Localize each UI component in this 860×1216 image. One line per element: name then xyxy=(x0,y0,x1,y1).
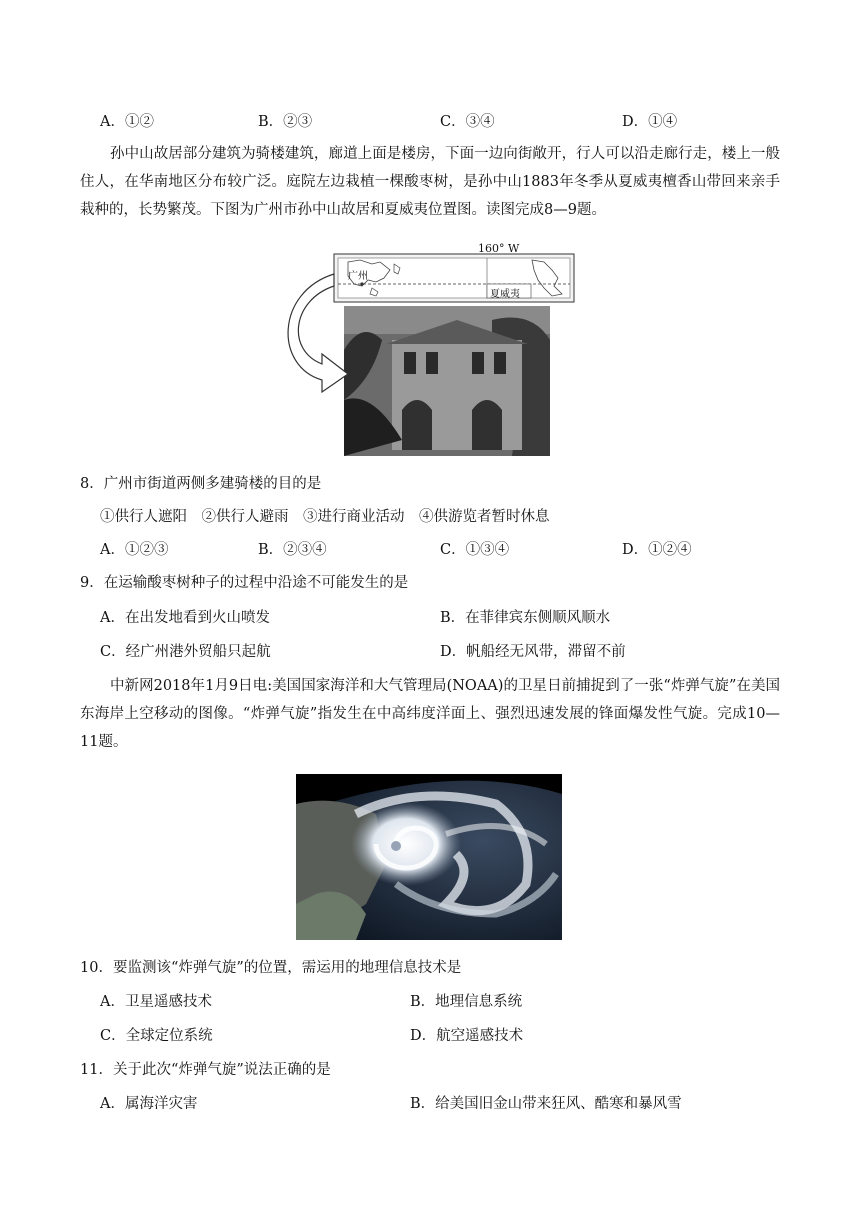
satellite-image xyxy=(296,774,562,940)
q10-stem: 10．要监测该“炸弹气旋”的位置，需运用的地理信息技术是 xyxy=(80,960,462,976)
satellite-cyclone-image xyxy=(296,774,562,940)
q11-option-a: A．属海洋灾害 xyxy=(100,1096,198,1112)
q9-option-c: C．经广州港外贸船只起航 xyxy=(100,644,271,660)
q8-option-b: B．②③④ xyxy=(258,542,327,558)
q9-option-a: A．在出发地看到火山喷发 xyxy=(100,610,270,626)
q11-option-b: B．给美国旧金山带来狂风、酷寒和暴风雪 xyxy=(410,1096,682,1112)
location-map-figure xyxy=(282,240,582,458)
map-label-guangzhou: 广州 xyxy=(348,271,368,282)
q10-option-b: B．地理信息系统 xyxy=(410,994,523,1010)
q7-option-a: A．①② xyxy=(100,114,154,130)
q9-option-d: D．帆船经无风带，滞留不前 xyxy=(440,644,626,660)
q8-items: ①供行人遮阳 ②供行人避雨 ③进行商业活动 ④供游览者暂时休息 xyxy=(100,509,550,525)
q7-option-c: C．③④ xyxy=(440,114,495,130)
q7-option-b: B．②③ xyxy=(258,114,313,130)
q8-option-d: D．①②④ xyxy=(622,542,692,558)
q8-option-c: C．①③④ xyxy=(440,542,510,558)
map-meridian-label: 160° W xyxy=(478,242,520,255)
q10-option-c: C．全球定位系统 xyxy=(100,1028,213,1044)
q9-option-b: B．在菲律宾东侧顺风顺水 xyxy=(440,610,611,626)
map-illustration xyxy=(282,240,582,458)
map-label-hawaii: 夏威夷 xyxy=(490,289,520,300)
q10-option-a: A．卫星遥感技术 xyxy=(100,994,212,1010)
q8-stem: 8．广州市街道两侧多建骑楼的目的是 xyxy=(80,476,322,492)
q7-option-d: D．①④ xyxy=(622,114,678,130)
q11-stem: 11．关于此次“炸弹气旋”说法正确的是 xyxy=(80,1062,331,1078)
passage-bomb-cyclone: 中新网2018年1月9日电:美国国家海洋和大气管理局(NOAA)的卫星日前捕捉到了一张“炸弹气旋”在美国东海岸上空移动的图像。“炸弹气旋”指发生在中高纬度洋面上、强烈迅速发展的锋面爆发性气旋。完成10—11题。 xyxy=(80,678,780,750)
q10-option-d: D．航空遥感技术 xyxy=(410,1028,524,1044)
passage-sun-yat-sen: 孙中山故居部分建筑为骑楼建筑，廊道上面是楼房，下面一边向街敞开，行人可以沿走廊行走，楼上一般住人，在华南地区分布较广泛。庭院左边栽植一棵酸枣树，是孙中山1883年冬季从夏威夷檀香山带回来亲手栽种的，长势繁茂。下图为广州市孙中山故居和夏威夷位置图。读图完成8—9题。 xyxy=(80,146,780,218)
q9-stem: 9．在运输酸枣树种子的过程中沿途不可能发生的是 xyxy=(80,575,409,591)
q8-option-a: A．①②③ xyxy=(100,542,169,558)
